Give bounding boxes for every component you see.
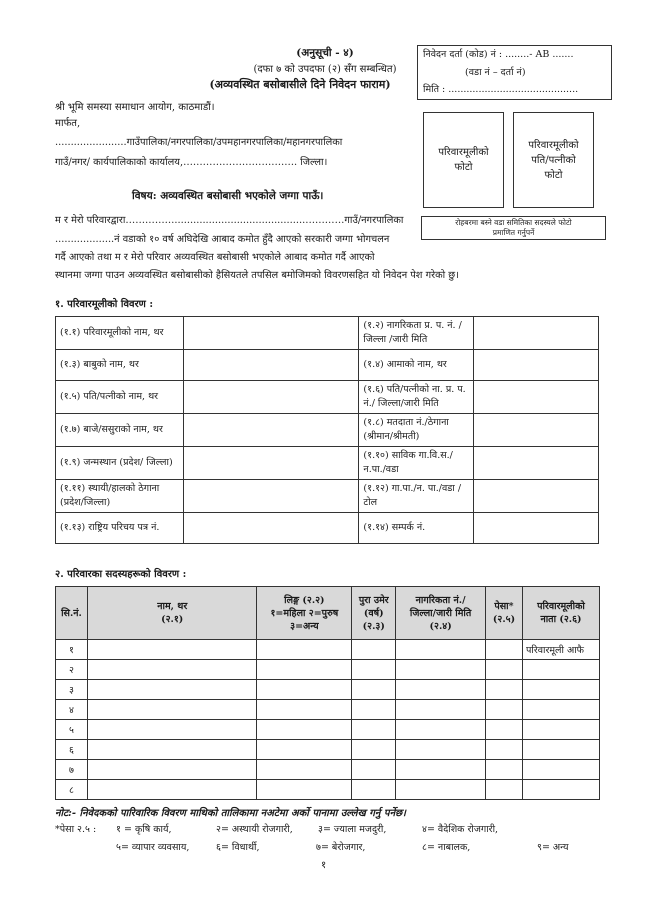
relation-cell[interactable] — [522, 700, 599, 720]
field-label: (१.१३) राष्ट्रिय परिचय पत्र नं. — [56, 513, 184, 544]
field-label: (१.५) पति/पत्नीको नाम, थर — [56, 381, 184, 414]
column-header-label: पुरा उमेर (वर्ष) (२.३) — [358, 594, 389, 632]
date-field[interactable]: मिति : ........................................... — [423, 84, 579, 95]
field-value-input[interactable] — [183, 513, 359, 544]
field-label: (१.९) जन्मस्थान (प्रदेश/ जिल्ला) — [56, 447, 184, 480]
member-field-cell[interactable] — [486, 780, 523, 800]
occupation-key-label: *पेसा २.५ : — [55, 824, 97, 835]
relation-cell[interactable] — [522, 660, 599, 680]
column-header-label: परिवारमूलीको नाता (२.६) — [537, 601, 585, 625]
table-row — [56, 680, 600, 700]
section-reference: (दफा ७ को उपदफा (२) सँग सम्बन्धित) — [253, 64, 397, 75]
field-label: (१.४) आमाको नाम, थर — [359, 350, 474, 381]
relation-cell[interactable] — [522, 680, 599, 700]
field-value-input[interactable] — [474, 513, 599, 544]
column-header-label: नाम, थर (२.१) — [157, 601, 188, 625]
column-header — [522, 587, 599, 640]
field-label: (१.७) बाजे/ससुराको नाम, थर — [56, 414, 184, 447]
table-row — [56, 700, 600, 720]
form-title: (अव्यवस्थित बसोबासीले दिने निवेदन फाराम) — [209, 78, 391, 91]
member-field-cell[interactable] — [396, 660, 486, 680]
registration-code-field[interactable]: निवेदन दर्ता (कोड) नं : ........- AB ....... — [423, 49, 574, 60]
spouse-photo-box[interactable] — [513, 112, 594, 208]
photo-verification-box — [421, 216, 606, 240]
relation-cell[interactable]: परिवारमूली आफै — [522, 640, 599, 660]
occupation-code-8: ८= नाबालक, — [422, 842, 471, 853]
relation-cell[interactable] — [522, 760, 599, 780]
body-line-3: गर्दै आएको तथा म र मेरो परिवार अव्यवस्थित बसोबासी भएकोले आबाद कमोत गर्दै आएको — [55, 252, 375, 263]
member-field-cell[interactable] — [257, 740, 352, 760]
serial-number: ८ — [56, 780, 88, 800]
member-field-cell[interactable] — [87, 660, 257, 680]
body-line-1: म र मेरो परिवारद्वारा……………..........................................…………गाउँ/नगरपालिका — [55, 215, 404, 226]
member-field-cell[interactable] — [396, 780, 486, 800]
field-label: (१.१४) सम्पर्क नं. — [359, 513, 474, 544]
occupation-code-9: ९= अन्य — [537, 842, 569, 853]
table-row — [56, 660, 600, 680]
field-value-input[interactable] — [183, 350, 359, 381]
via-line: मार्फत, — [55, 118, 81, 129]
registration-code-hint: (वडा नं – दर्ता नं) — [465, 67, 526, 78]
column-header — [396, 587, 486, 640]
serial-number: ३ — [56, 680, 88, 700]
column-header — [352, 587, 396, 640]
field-label: (१.६) पति/पत्नीको ना. प्र. प. नं./ जिल्ला/जारी मिति — [359, 381, 474, 414]
relation-cell[interactable] — [522, 780, 599, 800]
head-photo-box[interactable] — [423, 112, 504, 208]
field-value-input[interactable] — [474, 447, 599, 480]
relation-cell[interactable] — [522, 720, 599, 740]
member-field-cell[interactable] — [87, 640, 257, 660]
member-field-cell[interactable] — [87, 720, 257, 740]
occupation-code-1: १ = कृषि कार्य, — [116, 824, 172, 835]
field-value-input[interactable] — [474, 317, 599, 350]
serial-number: १ — [56, 640, 88, 660]
member-field-cell[interactable] — [486, 680, 523, 700]
table-row — [56, 381, 599, 414]
member-field-cell[interactable] — [396, 640, 486, 660]
occupation-code-6: ६= विधार्थी, — [216, 842, 260, 853]
field-label: (१.१२) गा.पा./न. पा./वडा /टोल — [359, 480, 474, 513]
member-field-cell[interactable] — [257, 680, 352, 700]
municipality-line[interactable]: .......................गाउँपालिका/नगरपालिका/उपमहानगरपालिका/महानगरपालिका — [55, 137, 343, 148]
field-value-input[interactable] — [183, 317, 359, 350]
occupation-code-7: ७= बेरोजगार, — [316, 842, 366, 853]
table-row — [56, 760, 600, 780]
member-field-cell[interactable] — [486, 720, 523, 740]
section2-heading: २. परिवारका सदस्यहरूको विवरण : — [55, 569, 187, 580]
member-field-cell[interactable] — [257, 720, 352, 740]
serial-number: २ — [56, 660, 88, 680]
field-value-input[interactable] — [474, 480, 599, 513]
table-row — [56, 317, 599, 350]
table-row — [56, 720, 600, 740]
table-row — [56, 740, 600, 760]
column-header — [257, 587, 352, 640]
table-row — [56, 640, 600, 660]
member-field-cell[interactable] — [87, 680, 257, 700]
member-field-cell[interactable] — [396, 760, 486, 780]
member-field-cell[interactable] — [352, 660, 396, 680]
occupation-code-2: २= अस्थायी रोजगारी, — [216, 824, 293, 835]
field-label: (१.१०) साविक गा.वि.स./न.पा./वडा — [359, 447, 474, 480]
head-photo-label: परिवारमूलीको फोटो — [438, 147, 489, 173]
member-field-cell[interactable] — [87, 760, 257, 780]
member-field-cell[interactable] — [352, 740, 396, 760]
member-field-cell[interactable] — [352, 700, 396, 720]
member-field-cell[interactable] — [257, 760, 352, 780]
member-field-cell[interactable] — [396, 740, 486, 760]
verification-line-2: प्रमाणित गर्नुपर्ने — [492, 228, 535, 237]
field-value-input[interactable] — [183, 381, 359, 414]
occupation-code-4: ४= वैदेशिक रोजगारी, — [422, 824, 499, 835]
table-row — [56, 480, 599, 513]
table-row — [56, 447, 599, 480]
table-row — [56, 350, 599, 381]
field-value-input[interactable] — [474, 350, 599, 381]
member-field-cell[interactable] — [257, 700, 352, 720]
field-label: (१.८) मतदाता नं./ठेगाना (श्रीमान/श्रीमती) — [359, 414, 474, 447]
column-header — [486, 587, 523, 640]
member-field-cell[interactable] — [87, 700, 257, 720]
column-header-label: लिङ्ग (२.२) १=महिला २=पुरुष ३=अन्य — [270, 594, 339, 632]
serial-number: ७ — [56, 760, 88, 780]
table-row — [56, 414, 599, 447]
spouse-photo-label: परिवारमूलीको पति/पत्नीको फोटो — [528, 139, 579, 181]
page-number: १ — [321, 860, 327, 871]
member-field-cell[interactable] — [486, 660, 523, 680]
schedule-label: (अनुसूची - ४) — [296, 47, 354, 59]
column-header — [56, 587, 88, 640]
column-header-label: सि.नं. — [61, 607, 82, 619]
member-field-cell[interactable] — [396, 700, 486, 720]
relation-cell[interactable] — [522, 740, 599, 760]
member-field-cell[interactable] — [352, 760, 396, 780]
column-header — [87, 587, 257, 640]
field-value-input[interactable] — [474, 414, 599, 447]
serial-number: ६ — [56, 740, 88, 760]
registration-box — [417, 45, 612, 100]
serial-number: ४ — [56, 700, 88, 720]
member-field-cell[interactable] — [257, 660, 352, 680]
field-value-input[interactable] — [183, 447, 359, 480]
district-office-line[interactable]: गाउँ/नगर/ कार्यपालिकाको कार्यालय,…………………………….. जिल्ला। — [55, 157, 328, 168]
field-value-input[interactable] — [474, 381, 599, 414]
member-field-cell[interactable] — [486, 700, 523, 720]
member-field-cell[interactable] — [352, 680, 396, 700]
member-field-cell[interactable] — [257, 640, 352, 660]
body-line-4: स्थानमा जग्गा पाउन अव्यवस्थित बसोबासीको हैसियतले तपसिल बमोजिमको विवरणसहित यो निवेदन पेश गरेको छु। — [55, 270, 459, 281]
note-text: नोट:- निवेदकको पारिवारिक विवरण माथिको तालिकामा नअटेमा अर्को पानामा उल्लेख गर्नु पर्नेछ। — [55, 808, 406, 819]
field-value-input[interactable] — [183, 414, 359, 447]
family-members-table — [55, 586, 600, 800]
addressee-line: श्री भूमि समस्या समाधान आयोग, काठमाडौं। — [55, 102, 215, 113]
occupation-code-5: ५= व्यापार व्यवसाय, — [116, 842, 190, 853]
body-line-2: ...................नं वडाको १० वर्ष अघिदेखि आबाद कमोत हुँदै आएको सरकारी जग्गा भोगचलन — [55, 234, 390, 245]
member-field-cell[interactable] — [87, 740, 257, 760]
member-field-cell[interactable] — [486, 740, 523, 760]
table-header-row — [56, 587, 600, 640]
member-field-cell[interactable] — [396, 720, 486, 740]
occupation-code-3: ३= ज्याला मजदुरी, — [318, 824, 387, 835]
member-field-cell[interactable] — [352, 780, 396, 800]
field-label: (१.१) परिवारमूलीको नाम, थर — [56, 317, 184, 350]
member-field-cell[interactable] — [257, 780, 352, 800]
field-label: (१.३) बाबुको नाम, थर — [56, 350, 184, 381]
subject-line: विषय: अव्यवस्थित बसोबासी भएकोले जग्गा पाऊँ। — [132, 190, 324, 202]
table-row — [56, 513, 599, 544]
member-field-cell[interactable] — [486, 640, 523, 660]
member-field-cell[interactable] — [87, 780, 257, 800]
column-header-label: पेसा* (२.५) — [492, 601, 516, 625]
member-field-cell[interactable] — [396, 680, 486, 700]
table-row — [56, 780, 600, 800]
field-label: (१.२) नागरिकता प्र. प. नं. /जिल्ला /जारी मिति — [359, 317, 474, 350]
member-field-cell[interactable] — [486, 760, 523, 780]
verification-line-1: रोहबरमा बस्ने वडा समितिका सदस्यले फोटो — [455, 218, 572, 227]
field-label: (१.११) स्थायी/हालको ठेगाना (प्रदेश/जिल्ला) — [56, 480, 184, 513]
member-field-cell[interactable] — [352, 720, 396, 740]
section1-heading: १. परिवारमूलीको विवरण : — [55, 299, 154, 310]
member-field-cell[interactable] — [352, 640, 396, 660]
field-value-input[interactable] — [183, 480, 359, 513]
head-of-family-table — [55, 316, 599, 544]
serial-number: ५ — [56, 720, 88, 740]
column-header-label: नागरिकता नं./ जिल्ला/जारी मिति (२.४) — [409, 594, 472, 632]
